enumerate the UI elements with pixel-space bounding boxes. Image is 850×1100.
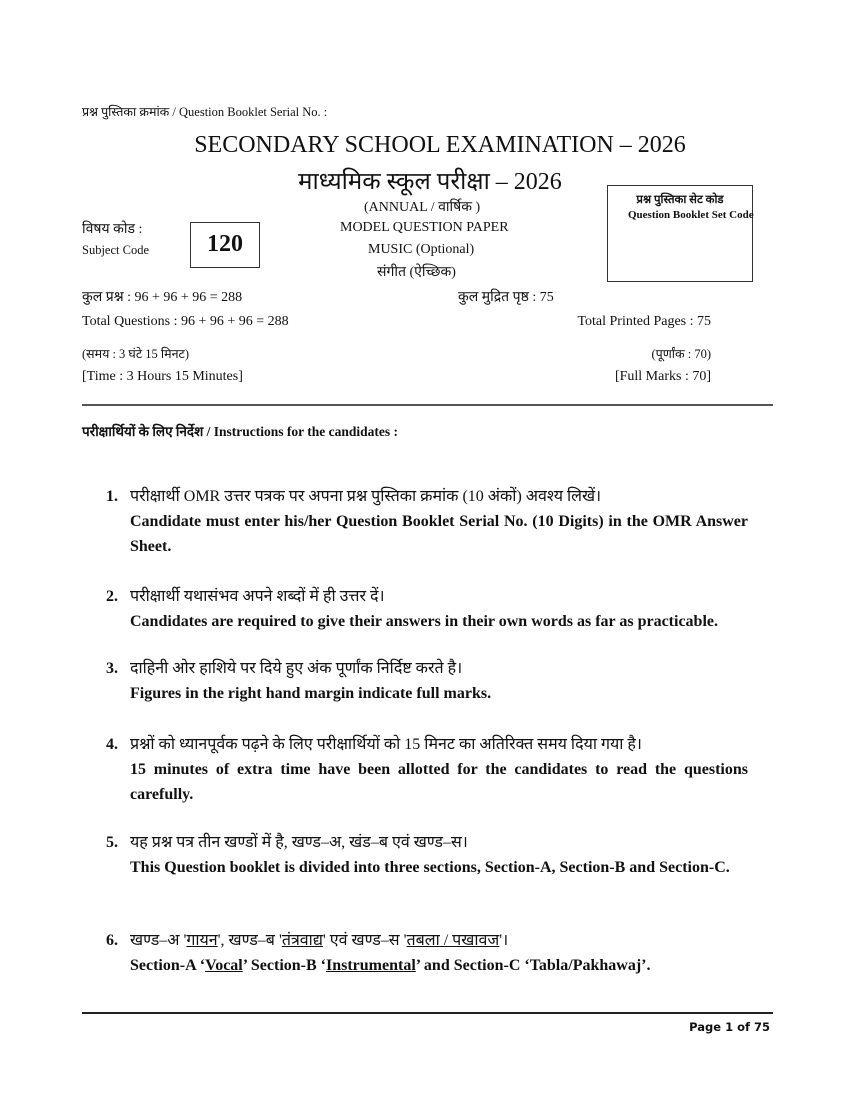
text-instrumental-hi: तंत्रवाद्य: [281, 932, 323, 949]
item-number: 6.: [106, 932, 118, 949]
time-en: [Time : 3 Hours 15 Minutes]: [82, 369, 243, 384]
paper-type: MODEL QUESTION PAPER: [340, 220, 509, 235]
item-text-en: 15 minutes of extra time have been allotted for the candidates to read the questions carefully.: [130, 761, 748, 803]
text: ’ and Section-C ‘Tabla/Pakhawaj’.: [415, 957, 651, 974]
subject-code-box: 120: [190, 222, 260, 268]
item-text-hi: परीक्षार्थी OMR उत्तर पत्रक पर अपना प्रश्न पुस्तिका क्रमांक (10 अंकों) अवश्य लिखें।: [130, 488, 602, 505]
item-text-hi: परीक्षार्थी यथासंभव अपने शब्दों में ही उत्तर दें।: [130, 588, 385, 605]
annual-label: (ANNUAL / वार्षिक ): [364, 200, 481, 215]
instructions-heading: [82, 422, 398, 440]
instruction-item: [106, 928, 748, 978]
instructions-heading-hi: परीक्षार्थियों के लिए निर्देश /: [82, 424, 211, 439]
item-text-hi: प्रश्नों को ध्यानपूर्वक पढ़ने के लिए परीक्षार्थियों को 15 मिनट का अतिरिक्त समय दिया गया है।: [130, 736, 642, 753]
item-text-en: This Question booklet is divided into three sections, Section-A, Section-B and Section-C.: [130, 859, 730, 876]
text: '।: [499, 932, 509, 949]
subject-code-label-hi: विषय कोड :: [82, 222, 143, 237]
item-number: 5.: [106, 834, 118, 851]
item-text-en: Candidates are required to give their answers in their own words as far as practicable.: [130, 613, 718, 630]
marks-en: [Full Marks : 70]: [614, 369, 711, 384]
set-code-box: [607, 185, 753, 282]
subject-hi: संगीत (ऐच्छिक): [377, 265, 456, 280]
text-vocal-hi: गायन: [186, 932, 218, 949]
total-questions-en: Total Questions : 96 + 96 + 96 = 288: [82, 314, 289, 329]
exam-title-hi: माध्यमिक स्कूल परीक्षा – 2026: [298, 169, 562, 195]
time-hi: (समय : 3 घंटे 15 मिनट): [82, 347, 189, 361]
total-pages-hi: कुल मुद्रित पृष्ठ : 75: [458, 290, 554, 305]
text: ’ Section-B ‘: [242, 957, 326, 974]
set-code-label-hi: प्रश्न पुस्तिका सेट कोड: [636, 194, 724, 206]
item-number: 4.: [106, 736, 118, 753]
item-text-en: Candidate must enter his/her Question Booklet Serial No. (10 Digits) in the OMR Answer Sheet.: [130, 513, 748, 555]
instruction-item: [106, 830, 748, 880]
subject-code-label-en: Subject Code: [82, 243, 150, 257]
total-questions-hi: कुल प्रश्न : 96 + 96 + 96 = 288: [82, 290, 243, 305]
text: खण्ड–अ ': [130, 932, 187, 949]
text-tabla-hi: तबला / पखावज: [406, 932, 500, 949]
item-text-hi: दाहिनी ओर हाशिये पर दिये हुए अंक पूर्णांक निर्दिष्ट करते है।: [130, 660, 463, 677]
item-text-en: Figures in the right hand margin indicate full marks.: [130, 685, 492, 702]
exam-title-en: SECONDARY SCHOOL EXAMINATION – 2026: [194, 132, 686, 158]
text: Section-A ‘: [130, 957, 206, 974]
instruction-item: [106, 732, 748, 807]
footer-divider: [82, 1012, 773, 1014]
item-number: 2.: [106, 588, 118, 605]
text-instrumental: Instrumental: [326, 957, 416, 974]
instruction-item: [106, 584, 748, 634]
set-code-label-en: Question Booklet Set Code: [628, 209, 754, 221]
item-text-hi: यह प्रश्न पत्र तीन खण्डों में है, खण्ड–अ, खंड–ब एवं खण्ड–स।: [130, 834, 468, 851]
instructions-heading-en: Instructions for the candidates :: [213, 424, 399, 439]
item-number: 1.: [106, 488, 118, 505]
text: ' एवं खण्ड–स ': [322, 932, 407, 949]
divider: [82, 404, 773, 406]
item-text-hi: [130, 928, 748, 953]
item-text-en: [130, 953, 748, 978]
instruction-item: [106, 656, 748, 706]
subject-en: MUSIC (Optional): [368, 242, 475, 257]
text-vocal: Vocal: [205, 957, 243, 974]
serial-number-label: प्रश्न पुस्तिका क्रमांक / Question Booklet Serial No. :: [82, 105, 328, 119]
text: ', खण्ड–ब ': [217, 932, 282, 949]
total-pages-en: Total Printed Pages : 75: [577, 314, 711, 329]
page-number: Page 1 of 75: [689, 1020, 770, 1034]
item-number: 3.: [106, 660, 118, 677]
instruction-item: [106, 484, 748, 559]
marks-hi: (पूर्णांक : 70): [651, 347, 711, 361]
